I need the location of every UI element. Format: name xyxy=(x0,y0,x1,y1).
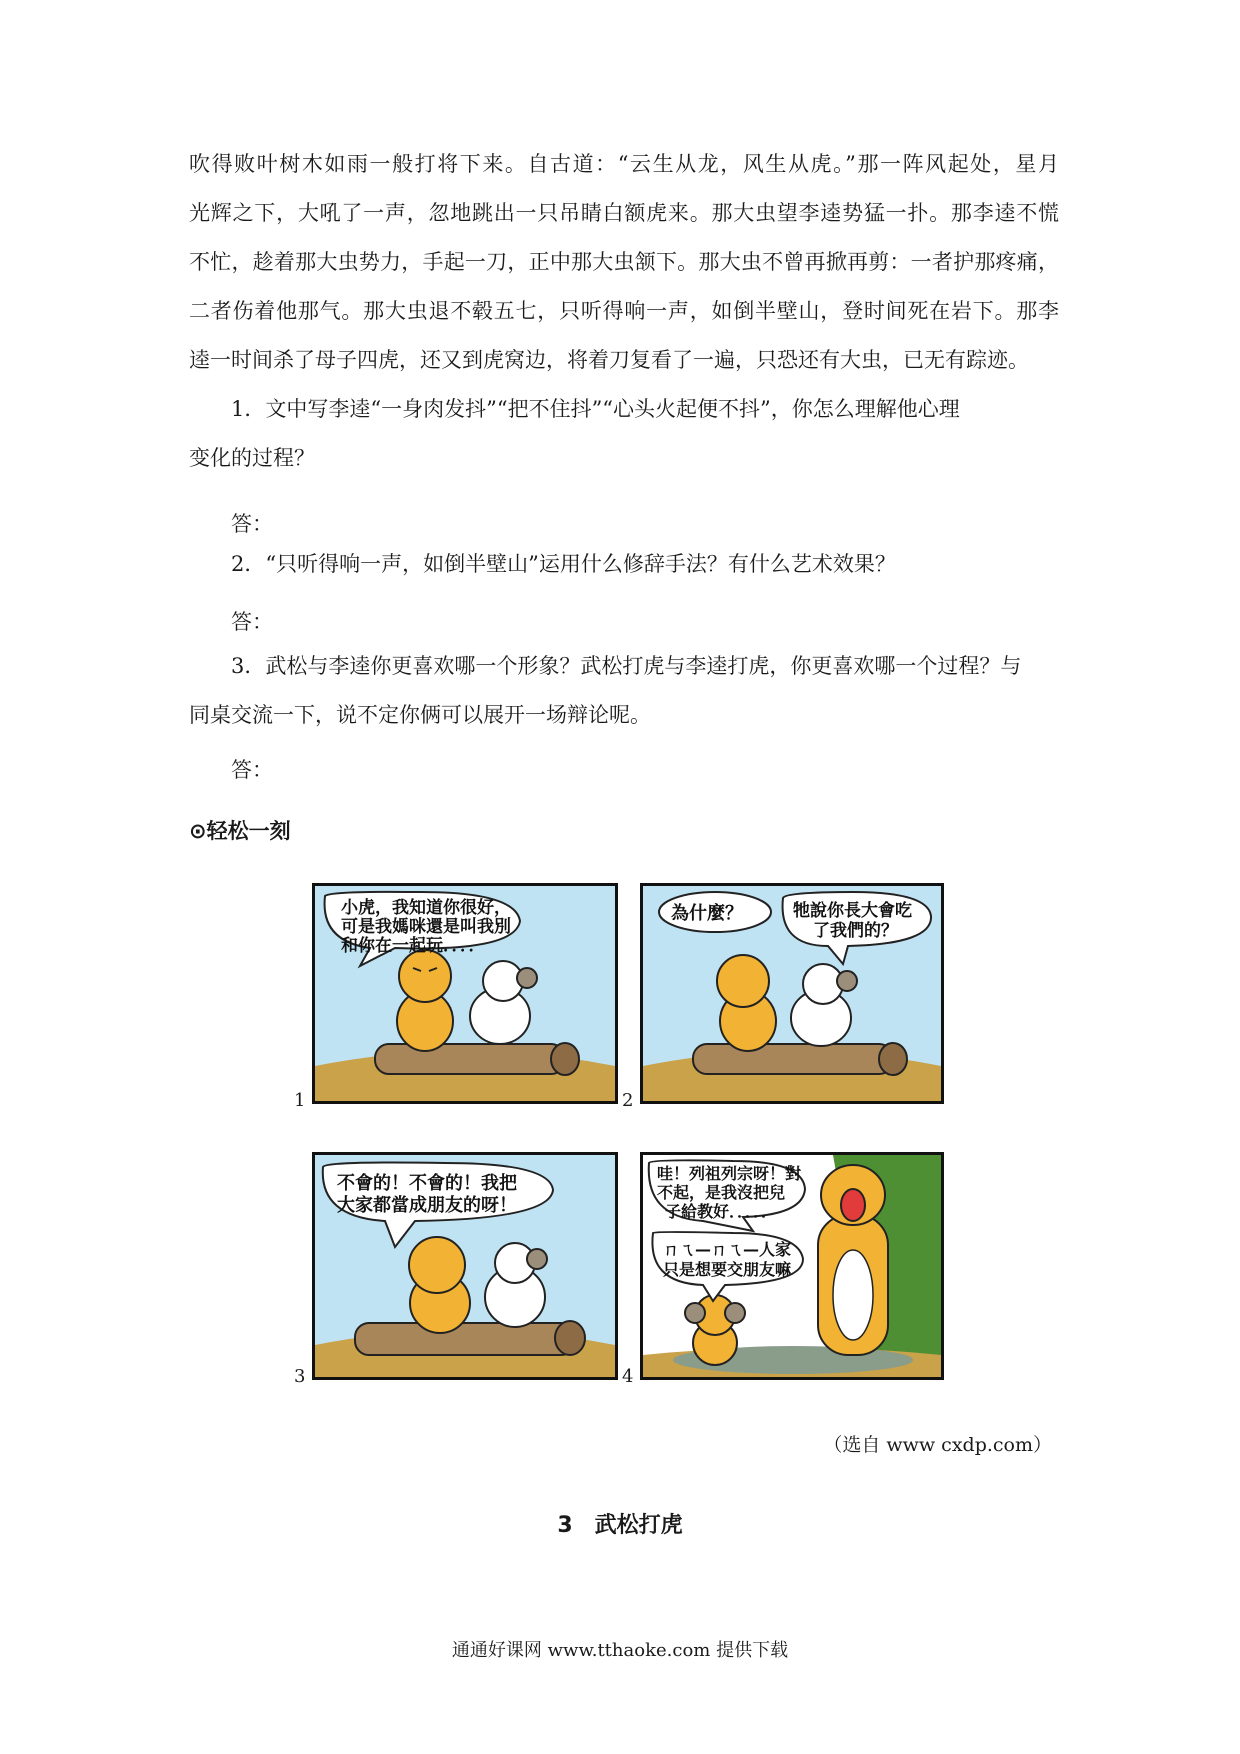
tiger-cub-icon xyxy=(399,950,451,1002)
panel-number-4: 4 xyxy=(622,1366,634,1387)
tiger-cub-icon xyxy=(717,955,769,1007)
panel-number-1: 1 xyxy=(294,1090,306,1111)
bubble-4-line-2: 大家都當成朋友的呀！ xyxy=(337,1195,517,1216)
panel-number-2: 2 xyxy=(622,1090,634,1111)
bubble-1-line-3: 和你在一起玩．．．． xyxy=(341,936,486,956)
passage-line-5: 逵一时间杀了母子四虎，还又到虎窝边，将着刀复看了一遍，只恐还有大虫，已无有踪迹。 xyxy=(189,348,1029,372)
comic-panel-1 xyxy=(312,883,618,1104)
question-1-line-2: 变化的过程？ xyxy=(189,446,315,470)
question-3-line-1: 3．武松与李逵你更喜欢哪一个形象？武松打虎与李逵打虎，你更喜欢哪一个过程？与 xyxy=(231,654,1022,678)
comic-panel-2-art xyxy=(643,886,941,1101)
tiger-cub-icon xyxy=(409,1237,465,1293)
question-2-line-1: 2．“只听得响一声，如倒半壁山”运用什么修辞手法？有什么艺术效果？ xyxy=(231,552,896,576)
comic-panel-3 xyxy=(312,1152,618,1380)
comic-source: （选自 www cxdp.com） xyxy=(823,1434,1052,1456)
bubble-5-line-3: 子給教好．．．．． xyxy=(665,1202,778,1221)
passage-line-3: 不忙，趁着那大虫势力，手起一刀，正中那大虫颔下。那大虫不曾再掀再剪：一者护那疼痛， xyxy=(189,250,1059,274)
comic-panel-2 xyxy=(640,883,944,1104)
answer-label-2: 答： xyxy=(231,610,273,634)
bubble-4-line-1: 不會的！不會的！我把 xyxy=(337,1173,517,1194)
passage-line-1: 吹得败叶树木如雨一般打将下来。自古道：“云生从龙，风生从虎。”那一阵风起处，星月 xyxy=(189,152,1059,176)
bubble-1-line-1: 小虎，我知道你很好， xyxy=(341,898,511,918)
bubble-5-line-1: 哇！列祖列宗呀！對 xyxy=(657,1164,802,1183)
bubble-2-text: 為什麼？ xyxy=(671,903,743,924)
panel-number-3: 3 xyxy=(294,1366,306,1387)
bubble-5-line-2: 不起，是我沒把兒 xyxy=(657,1183,786,1202)
comic-panel-3-art xyxy=(315,1155,615,1377)
bubble-3-line-2: 了我們的？ xyxy=(813,921,898,941)
chapter-title: 3 武松打虎 xyxy=(557,1513,683,1538)
bubble-6-line-1: ㄇㄟ—ㄇㄟ—人家 xyxy=(663,1240,792,1259)
question-1-line-1: 1．文中写李逵“一身肉发抖”“把不住抖”“心头火起便不抖”，你怎么理解他心理 xyxy=(231,397,960,421)
comic-panel-4-art xyxy=(643,1155,941,1377)
passage-line-2: 光辉之下，大吼了一声，忽地跳出一只吊睛白额虎来。那大虫望李逵势猛一扑。那李逵不慌 xyxy=(189,201,1059,225)
section-title: ⊙轻松一刻 xyxy=(189,819,291,843)
comic-panel-1-art xyxy=(315,886,615,1101)
answer-label-1: 答： xyxy=(231,512,273,536)
page-footer: 通通好课网 www.tthaoke.com 提供下载 xyxy=(451,1640,789,1661)
bubble-3-line-1: 牠說你長大會吃 xyxy=(793,901,912,921)
answer-label-3: 答： xyxy=(231,758,273,782)
question-3-line-2: 同桌交流一下，说不定你俩可以展开一场辩论呢。 xyxy=(189,703,651,727)
bubble-6-line-2: 只是想要交朋友嘛 xyxy=(663,1260,792,1279)
comic-panel-4 xyxy=(640,1152,944,1380)
bubble-1-line-2: 可是我媽咪還是叫我別 xyxy=(341,917,511,937)
passage-line-4: 二者伤着他那气。那大虫退不毂五七，只听得响一声，如倒半壁山，登时间死在岩下。那李 xyxy=(189,299,1059,323)
